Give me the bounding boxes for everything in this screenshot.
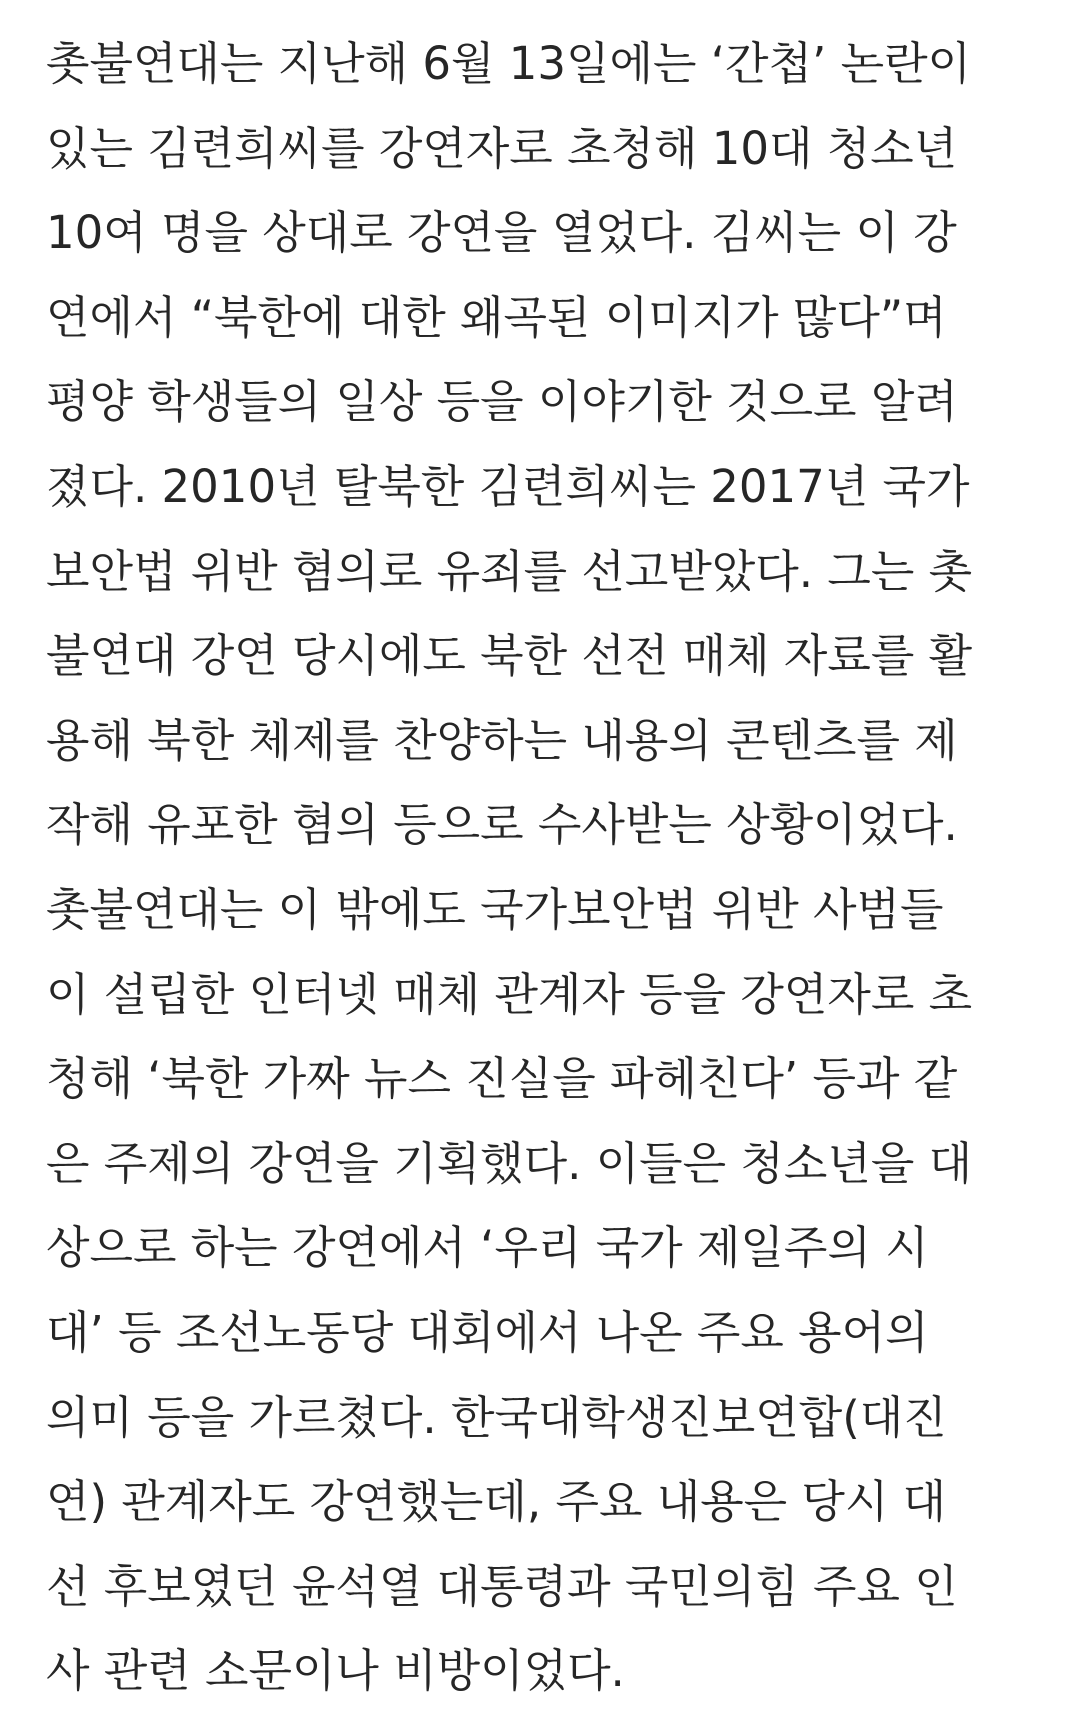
article-line: 이 설립한 인터넷 매체 관계자 등을 강연자로 초 [46, 967, 973, 1021]
article-line: 선 후보였던 윤석열 대통령과 국민의힘 주요 인 [46, 1559, 958, 1613]
article-line: 보안법 위반 혐의로 유죄를 선고받았다. 그는 촛 [46, 544, 973, 598]
article-body [46, 22, 1056, 1714]
article-line: 연에서 “북한에 대한 왜곡된 이미지가 많다”며 [46, 290, 947, 344]
article-line: 은 주제의 강연을 기획했다. 이들은 청소년을 대 [46, 1136, 973, 1190]
article-line: 졌다. 2010년 탈북한 김련희씨는 2017년 국가 [46, 459, 970, 513]
article-line: 있는 김련희씨를 강연자로 초청해 10대 청소년 [46, 121, 958, 175]
article-line: 연) 관계자도 강연했는데, 주요 내용은 당시 대 [46, 1475, 947, 1529]
article-line: 촛불연대는 지난해 6월 13일에는 ‘간첩’ 논란이 [46, 37, 972, 90]
article-line: 대’ 등 조선노동당 대회에서 나온 주요 용어의 [46, 1305, 929, 1359]
article-line: 평양 학생들의 일상 등을 이야기한 것으로 알려 [46, 375, 958, 429]
article-line: 촛불연대는 이 밖에도 국가보안법 위반 사범들 [46, 882, 944, 936]
article-line: 의미 등을 가르쳤다. 한국대학생진보연합(대진 [46, 1390, 947, 1444]
article-line: 10여 명을 상대로 강연을 열었다. 김씨는 이 강 [46, 206, 957, 260]
article-line: 사 관련 소문이나 비방이었다. [46, 1644, 625, 1698]
article-line: 작해 유포한 혐의 등으로 수사받는 상황이었다. [46, 798, 958, 852]
article-line: 청해 ‘북한 가짜 뉴스 진실을 파헤친다’ 등과 같 [46, 1052, 958, 1106]
article-line: 용해 북한 체제를 찬양하는 내용의 콘텐츠를 제 [46, 713, 958, 767]
article-line: 불연대 강연 당시에도 북한 선전 매체 자료를 활 [46, 629, 973, 683]
article-line: 상으로 하는 강연에서 ‘우리 국가 제일주의 시 [46, 1221, 929, 1275]
